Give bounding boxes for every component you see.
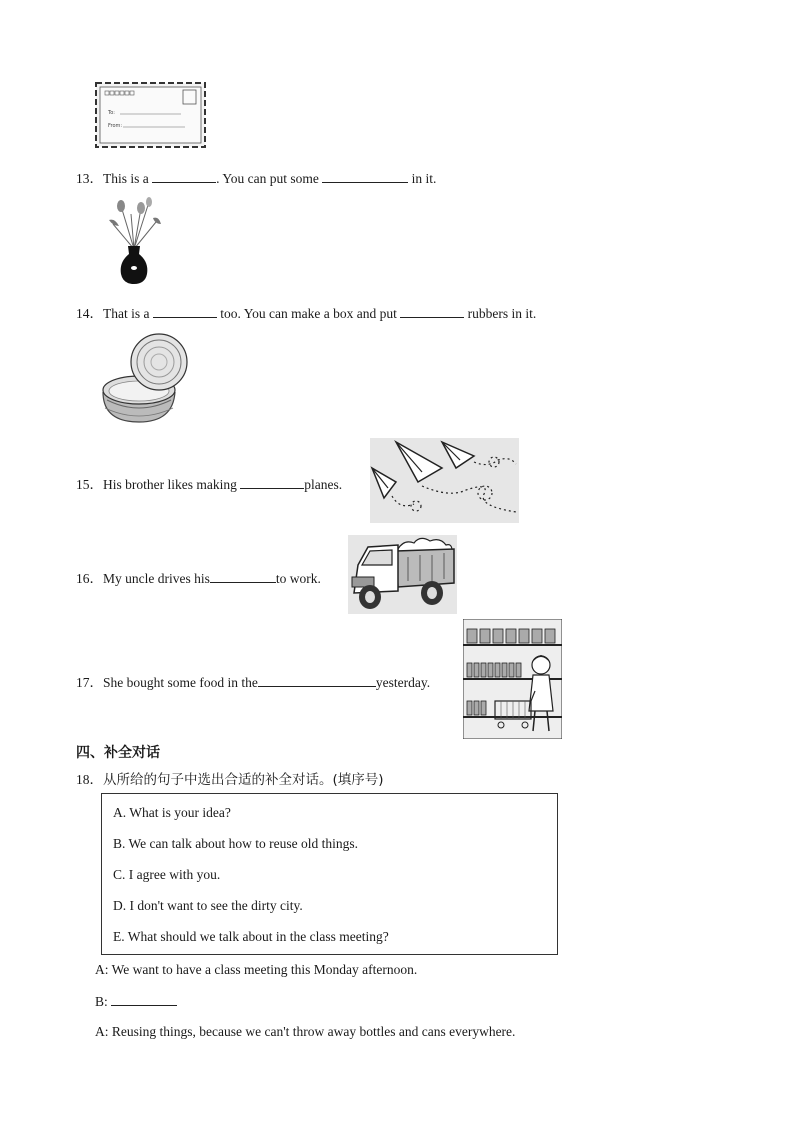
option-d: D. I don't want to see the dirty city. bbox=[113, 898, 303, 913]
answer-blank[interactable] bbox=[152, 170, 216, 183]
question-number: 18． bbox=[76, 772, 103, 787]
question-number: 17． bbox=[76, 675, 103, 690]
option-e: E. What should we talk about in the class meeting? bbox=[113, 929, 389, 944]
question-14: 14．That is a too. You can make a box and put rubbers in it. bbox=[76, 306, 537, 321]
supermarket-image bbox=[463, 619, 562, 739]
question-18-instruction: 18．从所给的句子中选出合适的补全对话。(填序号) bbox=[76, 772, 384, 788]
question-15: 15．His brother likes making planes. bbox=[76, 477, 343, 492]
answer-blank[interactable] bbox=[210, 570, 276, 583]
envelope-to-label: To: bbox=[108, 110, 115, 116]
tin-can-image bbox=[99, 330, 191, 426]
paper-planes-image bbox=[370, 438, 519, 523]
question-16: 16．My uncle drives his to work. bbox=[76, 571, 321, 586]
question-number: 13． bbox=[76, 171, 103, 186]
question-number: 16． bbox=[76, 571, 103, 586]
question-17: 17．She bought some food in the yesterday. bbox=[76, 675, 431, 690]
question-number: 14． bbox=[76, 306, 103, 321]
answer-blank[interactable] bbox=[258, 674, 376, 687]
options-box bbox=[101, 793, 558, 955]
truck-image bbox=[348, 535, 457, 614]
answer-blank[interactable] bbox=[153, 305, 217, 318]
option-c: C. I agree with you. bbox=[113, 867, 221, 882]
answer-blank[interactable] bbox=[322, 170, 408, 183]
envelope-image bbox=[95, 82, 206, 148]
dialogue-line-2: B: bbox=[95, 993, 177, 1010]
answer-blank[interactable] bbox=[400, 305, 464, 318]
vase-image bbox=[101, 194, 166, 286]
question-13: 13．This is a . You can put some in it. bbox=[76, 171, 437, 186]
option-a: A. What is your idea? bbox=[113, 805, 231, 820]
answer-blank[interactable] bbox=[240, 476, 304, 489]
option-b: B. We can talk about how to reuse old things. bbox=[113, 836, 358, 851]
envelope-from-label: From: bbox=[108, 123, 123, 129]
section-4-title: 四、补全对话 bbox=[76, 745, 160, 761]
dialogue-line-3: A: Reusing things, because we can't throw away bottles and cans everywhere. bbox=[95, 1024, 516, 1039]
dialogue-line-1: A: We want to have a class meeting this Monday afternoon. bbox=[95, 962, 418, 977]
answer-blank[interactable] bbox=[111, 993, 177, 1006]
question-number: 15． bbox=[76, 477, 103, 492]
